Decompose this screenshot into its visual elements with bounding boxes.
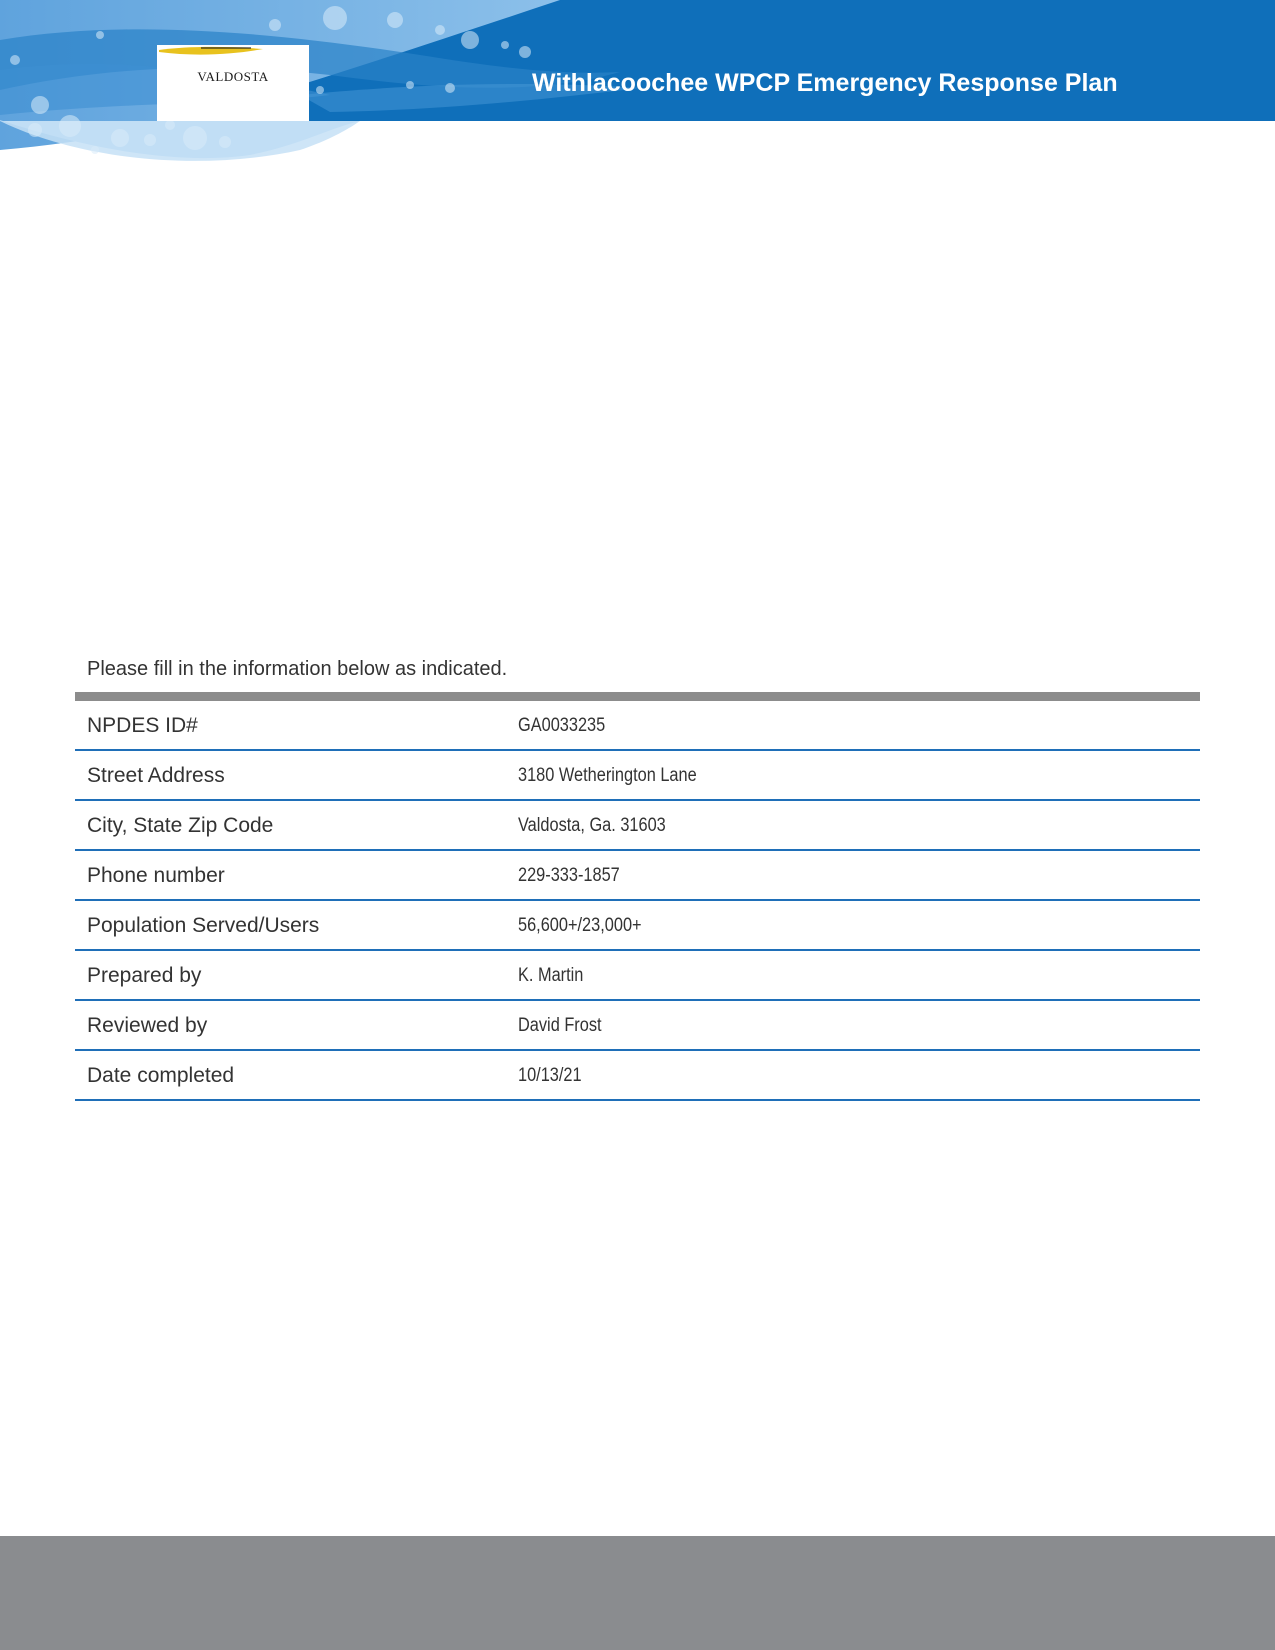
row-value: 10/13/21 xyxy=(518,1065,582,1086)
row-label: Street Address xyxy=(87,764,225,787)
row-value: David Frost xyxy=(518,1015,602,1036)
logo-wordmark: VALDOSTA xyxy=(197,69,269,84)
table-row xyxy=(75,751,1200,801)
table-row xyxy=(75,801,1200,851)
table-row xyxy=(75,1051,1200,1101)
facility-info-table xyxy=(75,692,1200,1101)
row-value: Valdosta, Ga. 31603 xyxy=(518,815,666,836)
row-label: Prepared by xyxy=(87,964,202,987)
document-title: Withlacoochee WPCP Emergency Response Plan xyxy=(532,69,1118,97)
table-row xyxy=(75,851,1200,901)
table-row xyxy=(75,951,1200,1001)
row-value: K. Martin xyxy=(518,965,584,986)
header-banner xyxy=(0,0,1275,170)
form-instruction: Please fill in the information below as indicated. xyxy=(87,658,508,680)
row-label: Date completed xyxy=(87,1064,235,1087)
table-row xyxy=(75,1001,1200,1051)
valdosta-logo xyxy=(157,45,309,121)
row-label: NPDES ID# xyxy=(87,714,198,737)
table-row xyxy=(75,901,1200,951)
row-value: 229-333-1857 xyxy=(518,865,620,886)
row-label: Phone number xyxy=(87,864,225,887)
row-value: 3180 Wetherington Lane xyxy=(518,765,697,786)
row-value: 56,600+/23,000+ xyxy=(518,915,642,936)
logo-swoosh-icon xyxy=(157,45,265,57)
table-row xyxy=(75,701,1200,751)
footer-band xyxy=(0,1536,1275,1650)
row-label: Population Served/Users xyxy=(87,914,320,937)
row-value: GA0033235 xyxy=(518,715,606,736)
row-label: Reviewed by xyxy=(87,1014,208,1037)
row-label: City, State Zip Code xyxy=(87,814,274,837)
